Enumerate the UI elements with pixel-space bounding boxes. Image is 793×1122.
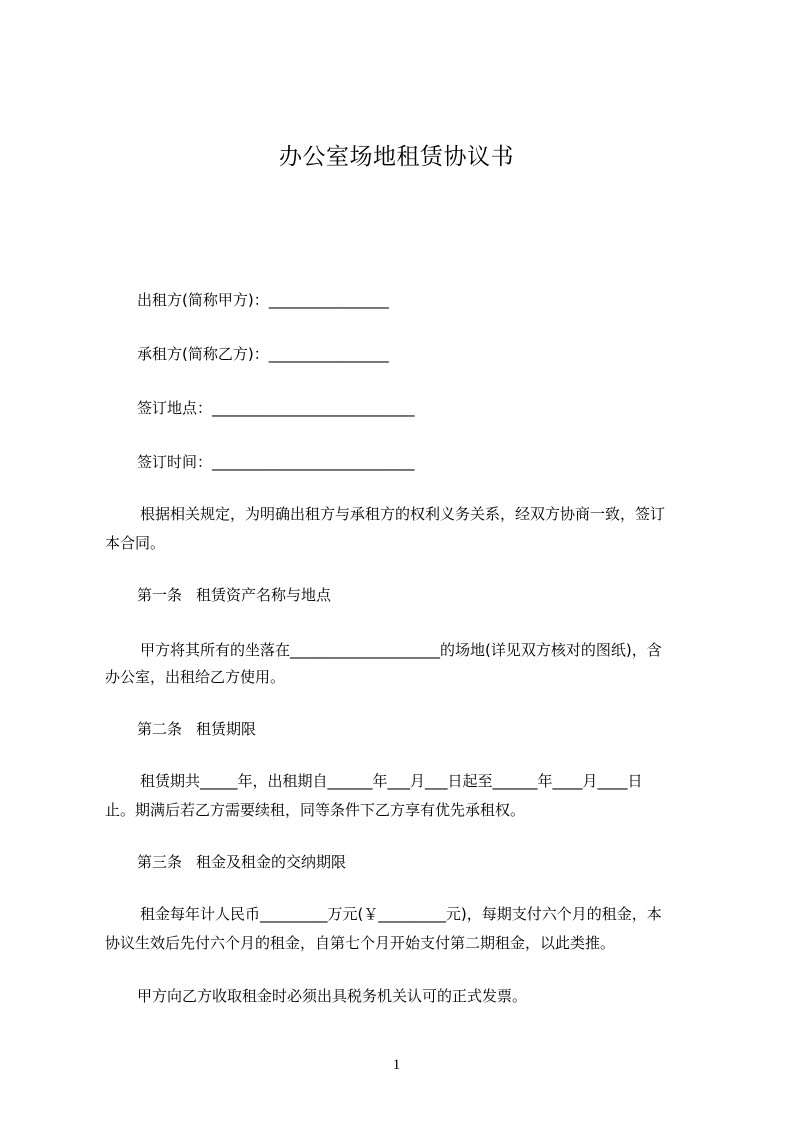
preamble-line-1: 根据相关规定，为明确出租方与承租方的权利义务关系，经双方协商一致，签订 [140, 505, 666, 523]
article-2-heading [137, 719, 256, 739]
article-3-title: 租金及租金的交纳期限 [196, 853, 347, 871]
article-1-heading [137, 585, 331, 605]
article-3-heading [137, 852, 346, 872]
article-2-line-1: 租赁期共_____年，出租期自______年___月___日起至______年____月____日 [140, 772, 643, 790]
lessee-line: 承租方(简称乙方)：________________ [137, 345, 389, 363]
preamble-line-2: 本合同。 [105, 534, 166, 552]
article-1-line-1: 甲方将其所有的坐落在____________________的场地(详见双方核对的图纸)，含 [140, 641, 662, 659]
article-3-number: 第三条 [137, 853, 183, 871]
page-number: 1 [392, 1057, 401, 1073]
article-1-line-2: 办公室，出租给乙方使用。 [105, 668, 286, 686]
document-title: 办公室场地租赁协议书 [279, 144, 514, 170]
lessor-line: 出租方(简称甲方)：________________ [137, 291, 389, 309]
article-1-number: 第一条 [137, 586, 183, 604]
article-3-line-2: 协议生效后先付六个月的租金，自第七个月开始支付第二期租金，以此类推。 [105, 934, 616, 952]
article-2-title: 租赁期限 [196, 720, 257, 738]
article-1-title: 租赁资产名称与地点 [196, 586, 332, 604]
article-2-number: 第二条 [137, 720, 183, 738]
signing-place-line: 签订地点：___________________________ [137, 399, 415, 417]
signing-time-line: 签订时间：___________________________ [137, 453, 415, 471]
article-3-invoice: 甲方向乙方收取租金时必须出具税务机关认可的正式发票。 [137, 987, 528, 1005]
article-2-line-2: 止。期满后若乙方需要续租，同等条件下乙方享有优先承租权。 [105, 801, 526, 819]
article-3-line-1: 租金每年计人民币_________万元(￥_________元)，每期支付六个月的租金，本 [140, 905, 662, 923]
